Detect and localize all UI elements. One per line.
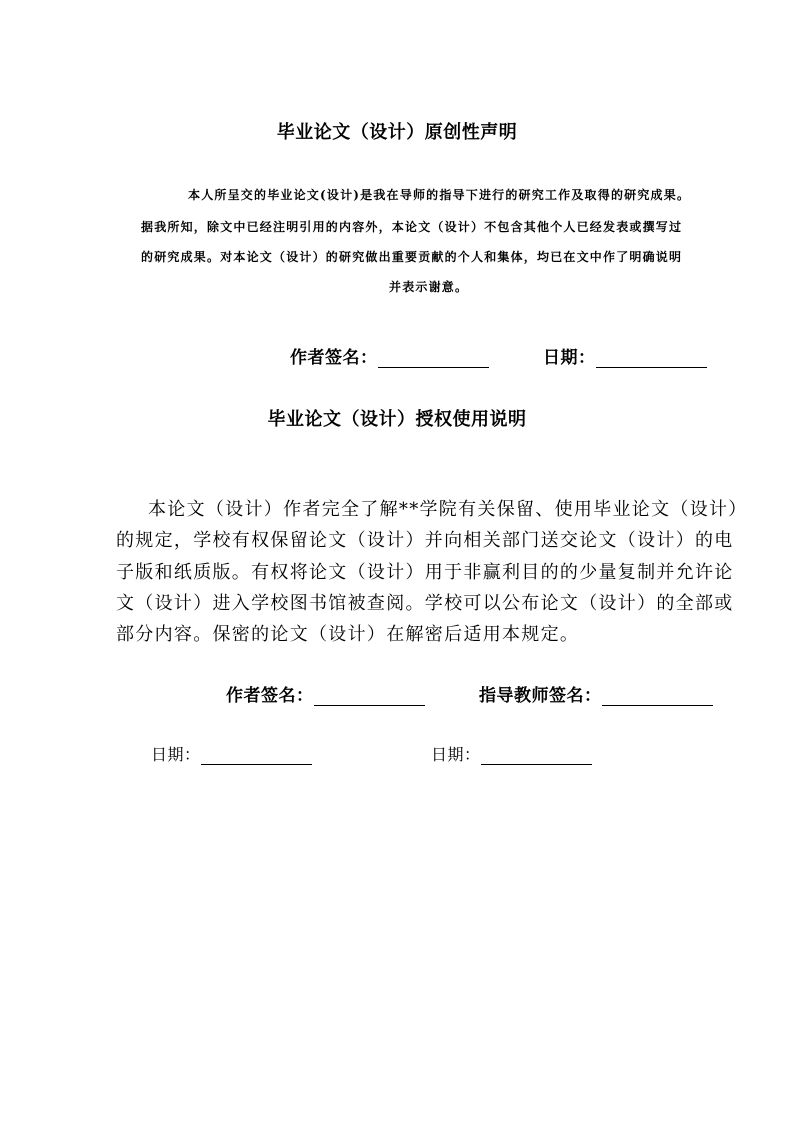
authorization-line-1: 本论文（设计）作者完全了解**学院有关保留、使用毕业论文（设计）	[148, 499, 748, 520]
date-blank[interactable]	[596, 347, 707, 368]
authorization-title: 毕业论文（设计）授权使用说明	[267, 409, 527, 430]
authorization-date-left	[151, 742, 312, 765]
originality-line-3: 的研究成果。对本论文（设计）的研究做出重要贡献的个人和集体，均已在文中作了明确说明	[141, 250, 683, 264]
date-label: 日期：	[431, 745, 481, 764]
date-blank[interactable]	[481, 744, 592, 765]
originality-author-signature	[290, 343, 489, 368]
originality-title: 毕业论文（设计）原创性声明	[276, 122, 518, 143]
date-label: 日期：	[151, 745, 201, 764]
originality-line-2: 据我所知，除文中已经注明引用的内容外，本论文（设计）不包含其他个人已经发表或撰写过	[141, 220, 683, 234]
authorization-line-3: 子版和纸质版。有权将论文（设计）用于非赢利目的的少量复制并允许论	[116, 562, 734, 583]
author-signature-blank[interactable]	[378, 347, 489, 368]
authorization-line-5: 部分内容。保密的论文（设计）在解密后适用本规定。	[116, 624, 580, 645]
originality-line-4: 并表示谢意。	[389, 280, 469, 294]
advisor-signature-label: 指导教师签名：	[479, 686, 602, 706]
authorization-author-signature	[226, 681, 425, 706]
authorization-line-4: 文（设计）进入学校图书馆被查阅。学校可以公布论文（设计）的全部或	[116, 593, 734, 614]
originality-date	[543, 343, 707, 368]
authorization-line-2: 的规定，学校有权保留论文（设计）并向相关部门送交论文（设计）的电	[116, 530, 734, 551]
author-signature-blank[interactable]	[314, 685, 425, 706]
author-signature-label: 作者签名：	[226, 686, 314, 706]
date-blank[interactable]	[201, 744, 312, 765]
advisor-signature-blank[interactable]	[602, 685, 713, 706]
originality-line-1: 本人所呈交的毕业论文(设计)是我在导师的指导下进行的研究工作及取得的研究成果。	[188, 188, 691, 202]
date-label: 日期：	[543, 348, 596, 368]
authorization-date-right	[431, 742, 592, 765]
author-signature-label: 作者签名：	[290, 348, 378, 368]
advisor-signature	[479, 681, 713, 706]
